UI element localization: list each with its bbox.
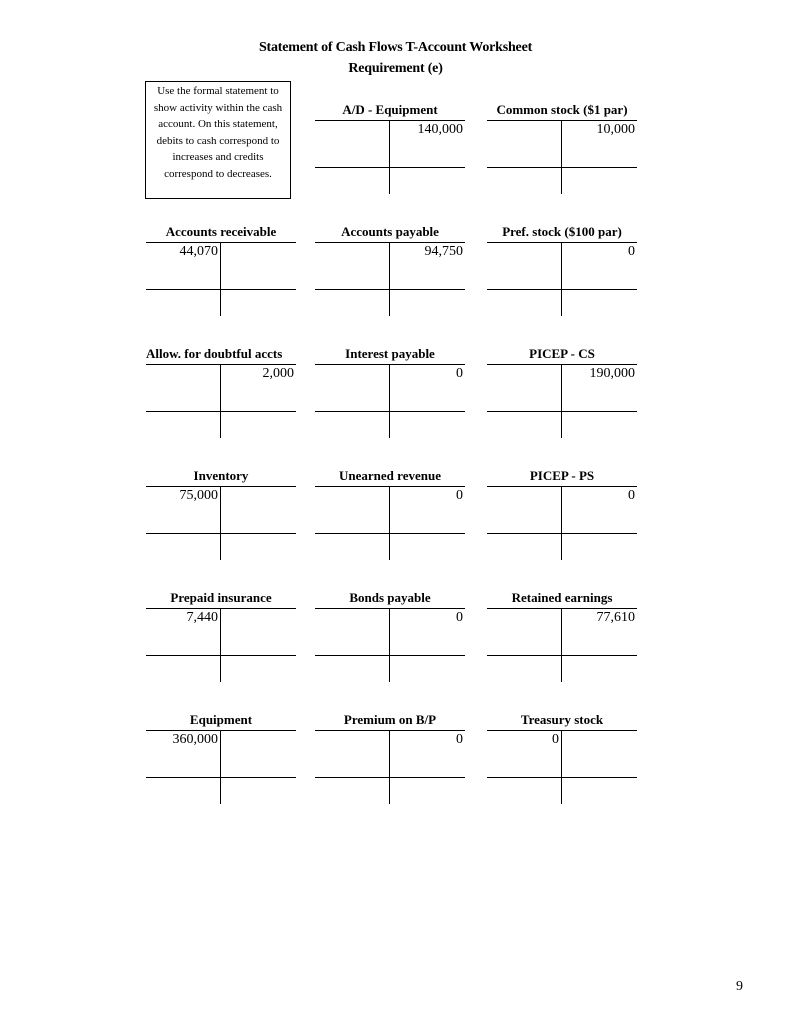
account-top-rule	[487, 120, 637, 121]
account-bottom-rule	[146, 533, 296, 534]
account-bottom-rule	[146, 289, 296, 290]
credit-balance: 0	[456, 732, 463, 747]
account-top-rule	[146, 730, 296, 731]
account-top-rule	[315, 364, 465, 365]
t-account-picep-ps	[487, 468, 637, 560]
account-center-rule	[220, 365, 221, 438]
t-account-bonds-payable	[315, 590, 465, 682]
t-account-inventory	[146, 468, 296, 560]
t-account-allowance-doubtful	[146, 346, 296, 438]
account-bottom-rule	[315, 655, 465, 656]
account-top-rule	[487, 242, 637, 243]
account-top-rule	[146, 486, 296, 487]
account-name: Allow. for doubtful accts	[146, 346, 283, 361]
account-name: PICEP - PS	[529, 468, 595, 483]
account-top-rule	[487, 486, 637, 487]
t-account-retained-earnings	[487, 590, 637, 682]
account-center-rule	[389, 121, 390, 194]
account-top-rule	[315, 120, 465, 121]
account-center-rule	[389, 731, 390, 804]
account-name: Treasury stock	[520, 712, 604, 727]
t-account-ad-equipment	[315, 102, 465, 194]
account-bottom-rule	[487, 167, 637, 168]
account-center-rule	[389, 243, 390, 316]
worksheet-subtitle: Requirement (e)	[348, 61, 443, 76]
account-center-rule	[389, 609, 390, 682]
account-top-rule	[315, 242, 465, 243]
account-bottom-rule	[315, 167, 465, 168]
account-name: Equipment	[189, 712, 253, 727]
credit-balance: 0	[456, 610, 463, 625]
account-bottom-rule	[487, 655, 637, 656]
t-account-pref-stock	[487, 224, 637, 316]
credit-balance: 2,000	[262, 366, 294, 381]
t-account-common-stock	[487, 102, 637, 194]
account-bottom-rule	[487, 289, 637, 290]
account-name: Pref. stock ($100 par)	[502, 224, 622, 239]
t-account-premium-bp	[315, 712, 465, 804]
account-center-rule	[561, 121, 562, 194]
account-center-rule	[561, 243, 562, 316]
account-center-rule	[220, 243, 221, 316]
credit-balance: 10,000	[596, 122, 635, 137]
account-center-rule	[561, 609, 562, 682]
account-top-rule	[487, 730, 637, 731]
account-bottom-rule	[315, 289, 465, 290]
t-account-treasury-stock	[487, 712, 637, 804]
account-center-rule	[561, 487, 562, 560]
account-name: Prepaid insurance	[170, 590, 272, 605]
credit-balance: 0	[456, 488, 463, 503]
t-account-equipment	[146, 712, 296, 804]
t-account-accounts-receivable	[146, 224, 296, 316]
account-center-rule	[389, 487, 390, 560]
account-bottom-rule	[315, 533, 465, 534]
account-name: Retained earnings	[511, 590, 613, 605]
credit-balance: 0	[456, 366, 463, 381]
account-center-rule	[220, 609, 221, 682]
account-name: Unearned revenue	[339, 468, 441, 483]
account-name: Premium on B/P	[343, 712, 437, 727]
account-bottom-rule	[315, 777, 465, 778]
t-account-interest-payable	[315, 346, 465, 438]
account-bottom-rule	[146, 411, 296, 412]
debit-balance: 7,440	[186, 610, 218, 625]
credit-balance: 0	[628, 244, 635, 259]
account-center-rule	[220, 487, 221, 560]
account-center-rule	[389, 365, 390, 438]
t-account-prepaid-insurance	[146, 590, 296, 682]
page-number: 9	[736, 979, 743, 994]
credit-balance: 94,750	[424, 244, 463, 259]
credit-balance: 140,000	[417, 122, 463, 137]
account-name: Interest payable	[345, 346, 435, 361]
credit-balance: 190,000	[589, 366, 635, 381]
account-name: A/D - Equipment	[342, 102, 438, 117]
account-top-rule	[487, 608, 637, 609]
credit-balance: 0	[628, 488, 635, 503]
account-top-rule	[315, 486, 465, 487]
debit-balance: 360,000	[172, 732, 218, 747]
t-account-accounts-payable	[315, 224, 465, 316]
account-name: Accounts receivable	[165, 224, 277, 239]
account-name: Inventory	[193, 468, 249, 483]
debit-balance: 0	[552, 732, 559, 747]
credit-balance: 77,610	[596, 610, 635, 625]
t-account-unearned-revenue	[315, 468, 465, 560]
account-bottom-rule	[487, 777, 637, 778]
account-center-rule	[561, 731, 562, 804]
account-top-rule	[146, 364, 296, 365]
account-name: Bonds payable	[349, 590, 431, 605]
instruction-note: Use the formal statement to show activity within the cash account. On this statement, debits to cash correspond to increases and credits correspond to decreases.	[145, 81, 291, 199]
account-bottom-rule	[487, 411, 637, 412]
account-bottom-rule	[146, 777, 296, 778]
account-top-rule	[487, 364, 637, 365]
account-name: Accounts payable	[341, 224, 439, 239]
account-top-rule	[146, 608, 296, 609]
account-top-rule	[146, 242, 296, 243]
account-name: PICEP - CS	[529, 346, 595, 361]
debit-balance: 75,000	[179, 488, 218, 503]
debit-balance: 44,070	[179, 244, 218, 259]
account-bottom-rule	[146, 655, 296, 656]
account-bottom-rule	[315, 411, 465, 412]
worksheet-title: Statement of Cash Flows T-Account Worksheet	[258, 40, 533, 55]
t-account-picep-cs	[487, 346, 637, 438]
account-top-rule	[315, 730, 465, 731]
account-name: Common stock ($1 par)	[496, 102, 628, 117]
account-center-rule	[561, 365, 562, 438]
account-top-rule	[315, 608, 465, 609]
account-center-rule	[220, 731, 221, 804]
account-bottom-rule	[487, 533, 637, 534]
